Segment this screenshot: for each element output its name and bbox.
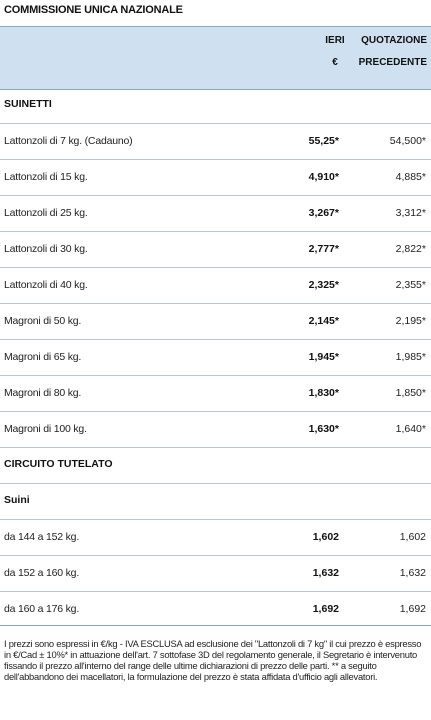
row-label: Lattonzoli di 30 kg.	[4, 243, 88, 255]
row-label: Lattonzoli di 15 kg.	[4, 171, 88, 183]
row-prec-value: 1,985*	[395, 351, 426, 363]
row-prec-value: 2,822*	[395, 243, 426, 255]
row-ieri-value: 1,602	[312, 531, 339, 543]
row-prec-value: 1,640*	[395, 423, 426, 435]
table-row	[0, 592, 431, 628]
row-prec-value: 2,355*	[395, 279, 426, 291]
header-quotazione: QUOTAZIONE	[361, 35, 427, 46]
table-row	[0, 556, 431, 592]
table-row	[0, 376, 431, 412]
row-label: Magroni di 50 kg.	[4, 315, 82, 327]
row-prec-value: 1,632	[399, 567, 426, 579]
row-ieri-value: 1,945*	[308, 351, 339, 363]
header-ieri-unit: €	[332, 57, 338, 68]
header-ieri: IERI	[325, 35, 345, 46]
row-ieri-value: 2,777*	[308, 243, 339, 255]
table-row	[0, 232, 431, 268]
table-row	[0, 520, 431, 556]
row-ieri-value: 4,910*	[308, 171, 339, 183]
row-label: Lattonzoli di 7 kg. (Cadauno)	[4, 135, 133, 147]
row-prec-value: 1,692	[399, 603, 426, 615]
footnote-text: I prezzi sono espressi in €/kg - IVA ESCLUSA ad esclusione dei "Lattonzoli di 7 kg" il cui prezzo è espresso in €/Cad ± 10%* in attuazione dell'art. 7 sottofase 3D del regolamento generale, il Segretario è intervenuto fissando il prezzo all'interno del range delle ultime dichiarazioni di prezzo delle parti. ** a seguito dell'abbandono dei macellatori, la formulazione del prezzo è stata affidata d'ufficio agli allevatori.	[4, 638, 422, 682]
table-row	[0, 304, 431, 340]
row-label: Magroni di 80 kg.	[4, 387, 82, 399]
section-suini	[0, 484, 431, 520]
row-ieri-value: 2,145*	[308, 315, 339, 327]
row-ieri-value: 1,692	[312, 603, 339, 615]
row-label: Lattonzoli di 25 kg.	[4, 207, 88, 219]
row-label: Lattonzoli di 40 kg.	[4, 279, 88, 291]
section-circuito-label: CIRCUITO TUTELATO	[4, 458, 113, 470]
row-ieri-value: 1,630*	[308, 423, 339, 435]
row-prec-value: 1,602	[399, 531, 426, 543]
row-prec-value: 4,885*	[395, 171, 426, 183]
footnote-area	[0, 625, 431, 720]
table-row	[0, 340, 431, 376]
row-label: da 160 a 176 kg.	[4, 603, 80, 615]
section-suinetti-label: SUINETTI	[4, 98, 52, 110]
row-ieri-value: 1,830*	[308, 387, 339, 399]
table-row	[0, 124, 431, 160]
row-ieri-value: 3,267*	[308, 207, 339, 219]
section-suini-label: Suini	[4, 494, 30, 506]
table-row	[0, 196, 431, 232]
header-precedente: PRECEDENTE	[358, 57, 427, 68]
row-prec-value: 1,850*	[395, 387, 426, 399]
row-prec-value: 2,195*	[395, 315, 426, 327]
row-prec-value: 3,312*	[395, 207, 426, 219]
row-label: da 144 a 152 kg.	[4, 531, 80, 543]
table-row	[0, 412, 431, 448]
section-circuito-tutelato	[0, 448, 431, 484]
row-ieri-value: 1,632	[312, 567, 339, 579]
row-label: Magroni di 65 kg.	[4, 351, 82, 363]
row-ieri-value: 55,25*	[308, 135, 339, 147]
row-label: da 152 a 160 kg.	[4, 567, 80, 579]
document-title: COMMISSIONE UNICA NAZIONALE	[4, 4, 183, 16]
row-ieri-value: 2,325*	[308, 279, 339, 291]
table-row	[0, 160, 431, 196]
section-suinetti	[0, 88, 431, 124]
row-prec-value: 54,500*	[389, 135, 426, 147]
row-label: Magroni di 100 kg.	[4, 423, 87, 435]
table-row	[0, 268, 431, 304]
